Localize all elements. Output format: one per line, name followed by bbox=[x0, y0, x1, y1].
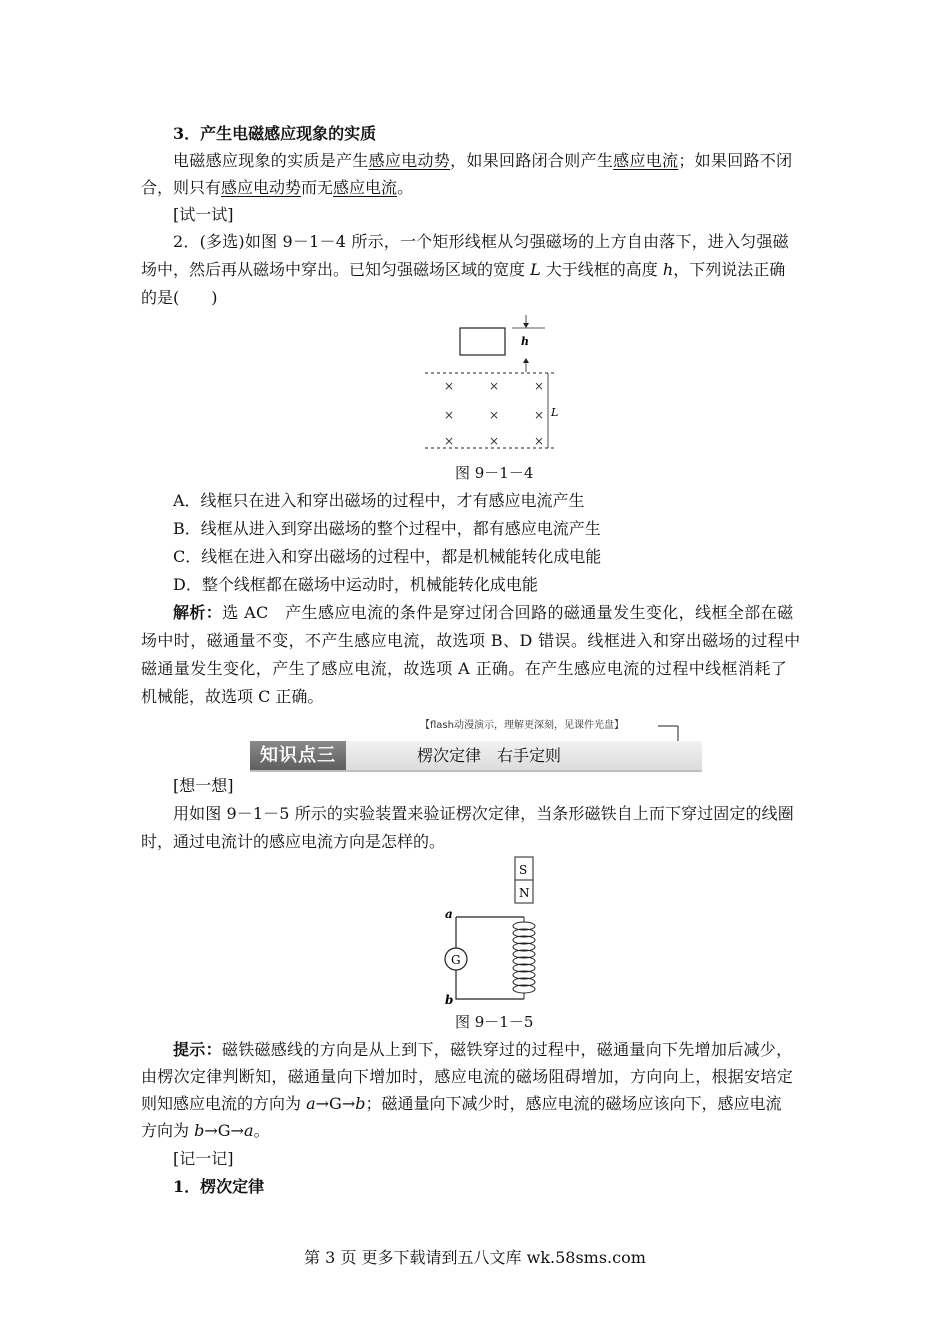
svg-text:a: a bbox=[445, 907, 453, 921]
try-label: [试一试] bbox=[173, 205, 234, 224]
page-footer: 第 3 页 更多下载请到五八文库 wk.58sms.com bbox=[304, 1248, 646, 1267]
svg-text:×: × bbox=[489, 434, 500, 448]
wire-frame bbox=[460, 328, 505, 355]
svg-text:b: b bbox=[445, 993, 454, 1006]
remember-item: 1．楞次定律 bbox=[173, 1177, 265, 1196]
question-line: 的是( ) bbox=[141, 288, 218, 307]
figure-frame-field bbox=[420, 315, 570, 455]
hint-line: 方向为 b→G→a。 bbox=[141, 1121, 270, 1140]
underlined-term: 感应电动势 bbox=[368, 151, 451, 170]
paragraph-line: 合，则只有感应电动势而无感应电流。 bbox=[141, 178, 414, 197]
figure-caption: 图 9－1－5 bbox=[455, 1013, 534, 1031]
section-heading: 3．产生电磁感应现象的实质 bbox=[173, 124, 377, 143]
svg-text:×: × bbox=[444, 379, 455, 393]
option-d: D．整个线框都在磁场中运动时，机械能转化成电能 bbox=[173, 575, 538, 594]
underlined-term: 感应电动势 bbox=[221, 178, 302, 197]
svg-text:×: × bbox=[489, 379, 500, 393]
coil bbox=[513, 917, 535, 999]
analysis-line: 机械能，故选项 C 正确。 bbox=[141, 687, 324, 706]
svg-text:×: × bbox=[534, 408, 545, 422]
h-label: h bbox=[521, 335, 529, 348]
hint-line: 提示：磁铁磁感线的方向是从上到下，磁铁穿过的过程中，磁通量向下先增加后减少， bbox=[173, 1040, 793, 1059]
underlined-term: 感应电流 bbox=[333, 178, 398, 197]
banner-note: 【flash动漫演示，理解更深刻，见课件光盘】 bbox=[420, 720, 624, 731]
figure-magnet-coil bbox=[440, 856, 550, 1006]
option-b: B．线框从进入到穿出磁场的整个过程中，都有感应电流产生 bbox=[173, 519, 601, 538]
paragraph-line: 电磁感应现象的实质是产生感应电动势，如果回路闭合则产生感应电流；如果回路不闭 bbox=[173, 151, 793, 170]
analysis-line: 解析：选 AC 产生感应电流的条件是穿过闭合回路的磁通量发生变化，线框全部在磁 bbox=[173, 603, 794, 622]
svg-text:×: × bbox=[534, 434, 545, 448]
field-crosses bbox=[444, 379, 544, 448]
knowledge-banner bbox=[250, 738, 702, 772]
think-label: [想一想] bbox=[173, 776, 234, 795]
svg-text:N: N bbox=[519, 886, 530, 900]
option-c: C．线框在进入和穿出磁场的过程中，都是机械能转化成电能 bbox=[173, 547, 602, 566]
hint-line: 由楞次定律判断知，磁通量向下增加时，感应电流的磁场阻碍增加，方向向上，根据安培定 bbox=[141, 1067, 794, 1086]
analysis-line: 磁通量发生变化，产生了感应电流，故选项 A 正确。在产生感应电流的过程中线框消耗了 bbox=[141, 659, 788, 678]
svg-text:×: × bbox=[489, 408, 500, 422]
banner-tag: 知识点三 bbox=[250, 741, 346, 770]
remember-label: [记一记] bbox=[173, 1149, 234, 1168]
svg-text:×: × bbox=[444, 408, 455, 422]
banner-title: 楞次定律 右手定则 bbox=[417, 746, 562, 765]
svg-text:G: G bbox=[451, 953, 461, 967]
underlined-term: 感应电流 bbox=[613, 151, 679, 170]
L-label: L bbox=[551, 406, 559, 419]
option-a: A．线框只在进入和穿出磁场的过程中，才有感应电流产生 bbox=[173, 491, 585, 510]
svg-text:S: S bbox=[519, 863, 528, 877]
figure-caption: 图 9－1－4 bbox=[455, 464, 534, 482]
think-line: 用如图 9－1－5 所示的实验装置来验证楞次定律，当条形磁铁自上而下穿过固定的线圈 bbox=[173, 804, 794, 823]
svg-text:×: × bbox=[534, 379, 545, 393]
analysis-line: 场中时，磁通量不变，不产生感应电流，故选项 B、D 错误。线框进入和穿出磁场的过程中 bbox=[141, 631, 801, 650]
svg-text:×: × bbox=[444, 434, 455, 448]
question-line: 2．(多选)如图 9－1－4 所示，一个矩形线框从匀强磁场的上方自由落下，进入匀强磁 bbox=[173, 232, 789, 251]
think-line: 时，通过电流计的感应电流方向是怎样的。 bbox=[141, 832, 446, 851]
hint-line: 则知感应电流的方向为 a→G→b；磁通量向下减少时，感应电流的磁场应该向下，感应电流 bbox=[141, 1094, 782, 1113]
question-line: 场中，然后再从磁场中穿出。已知匀强磁场区域的宽度 L 大于线框的高度 h，下列说法正确 bbox=[141, 260, 786, 279]
